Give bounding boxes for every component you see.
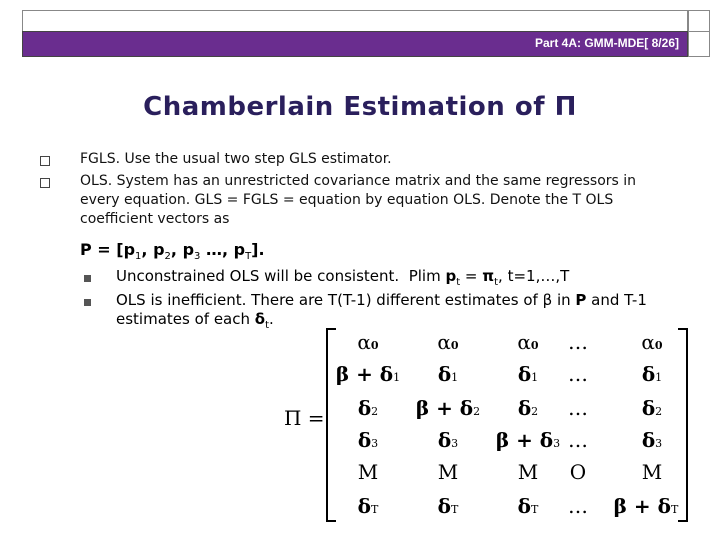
slide-part-label: Part 4A: GMM-MDE[ 8/26] bbox=[534, 36, 679, 50]
bullet-fgls: FGLS. Use the usual two step GLS estimator. bbox=[80, 151, 392, 167]
matrix-cell: δ2 bbox=[357, 396, 379, 420]
matrix-cell: δT bbox=[357, 494, 379, 518]
header-bar bbox=[22, 31, 688, 57]
matrix-cell: δ2 bbox=[517, 396, 539, 420]
matrix-cell: M bbox=[641, 460, 663, 484]
matrix-left-bracket bbox=[326, 328, 336, 522]
matrix-cell: M bbox=[437, 460, 459, 484]
matrix-cell: … bbox=[568, 396, 588, 420]
matrix-cell: α0 bbox=[437, 330, 459, 354]
matrix-cell: δ1 bbox=[517, 362, 539, 386]
sub-bullet-consistent: Unconstrained OLS will be consistent. Plim $p_t = \pi_t$, t=1,…,T bbox=[116, 267, 570, 288]
bullet-marker bbox=[40, 178, 50, 188]
matrix-cell: β + δ2 bbox=[415, 396, 481, 420]
matrix-cell: α0 bbox=[517, 330, 539, 354]
matrix-cell: … bbox=[568, 362, 588, 386]
corner-box-top bbox=[688, 10, 710, 32]
matrix-cell: δT bbox=[437, 494, 459, 518]
matrix-cell: … bbox=[568, 428, 588, 452]
matrix-cell: δ2 bbox=[641, 396, 663, 420]
matrix-cell: δ3 bbox=[357, 428, 379, 452]
matrix-cell: α0 bbox=[357, 330, 379, 354]
matrix-cell: β + δ1 bbox=[335, 362, 401, 386]
sub-bullet-marker bbox=[84, 299, 91, 306]
matrix-cell: δ3 bbox=[437, 428, 459, 452]
matrix-cell: α0 bbox=[641, 330, 663, 354]
matrix-cell: β + δT bbox=[613, 494, 679, 518]
matrix-cell: β + δ3 bbox=[495, 428, 561, 452]
matrix-cell: … bbox=[568, 494, 588, 518]
sub-bullet-inefficient: OLS is inefficient. There are T(T-1) different estimates of β in P and T-1 estimates of each $\delta_t$. bbox=[116, 291, 647, 331]
matrix-cell: O bbox=[569, 460, 587, 484]
bullet-marker bbox=[40, 156, 50, 166]
matrix-cell: M bbox=[517, 460, 539, 484]
corner-box-header bbox=[688, 31, 710, 57]
matrix-cell: δT bbox=[517, 494, 539, 518]
matrix-cell: δ1 bbox=[641, 362, 663, 386]
bullet-ols: OLS. System has an unrestricted covariance matrix and the same regressors in every equation. GLS = FGLS = equation by equation OLS. Denote the T OLS coefficient vectors as bbox=[80, 173, 637, 227]
matrix-lhs: Π = bbox=[284, 406, 325, 430]
matrix-cell: M bbox=[357, 460, 379, 484]
matrix-right-bracket bbox=[678, 328, 688, 522]
matrix-cell: … bbox=[568, 330, 588, 354]
matrix-cell: δ3 bbox=[641, 428, 663, 452]
p-definition: $P = [p_1$, $p_2$, $p_3$ …, $p_T$]. bbox=[80, 240, 265, 263]
sub-bullet-marker bbox=[84, 275, 91, 282]
top-strip bbox=[22, 10, 688, 32]
matrix-cell: δ1 bbox=[437, 362, 459, 386]
slide-title: Chamberlain Estimation of Π bbox=[143, 92, 577, 122]
